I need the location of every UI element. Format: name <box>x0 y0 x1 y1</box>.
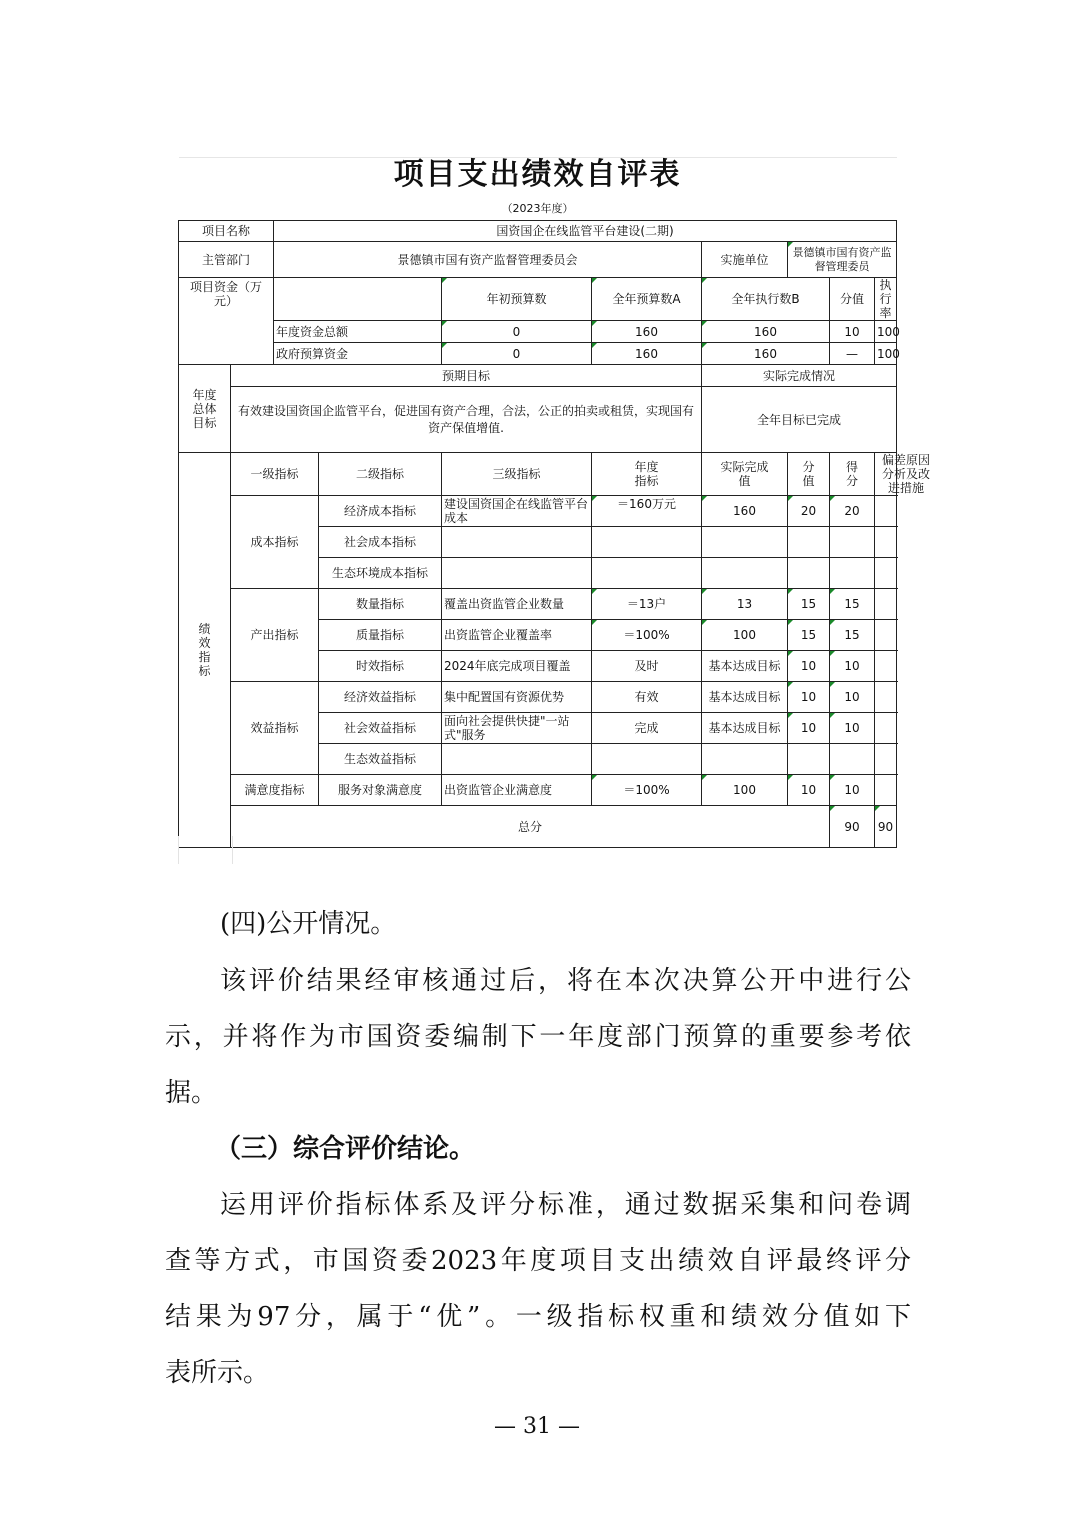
level3-item <box>442 744 592 775</box>
level1-satisfaction: 满意度指标 <box>231 775 319 806</box>
level1-cost: 成本指标 <box>231 496 319 589</box>
funds-header-executed: 全年执行数B <box>702 278 830 321</box>
funds-row-gov-rate: 100 <box>875 343 897 365</box>
level3-item <box>442 527 592 558</box>
ind-header-deviation: 偏差原因分析及改进措施 <box>875 453 897 496</box>
funds-row-total-executed: 160 <box>702 321 830 343</box>
deviation-item <box>875 682 897 713</box>
target-item <box>592 558 702 589</box>
level3-item: 覆盖出资监管企业数量 <box>442 589 592 620</box>
level3-item: 面向社会提供快捷"一站式"服务 <box>442 713 592 744</box>
actual-item: 基本达成目标 <box>702 651 788 682</box>
funds-row-gov-executed: 160 <box>702 343 830 365</box>
level3-item: 集中配置国有资源优势 <box>442 682 592 713</box>
actual-goal-header: 实际完成情况 <box>702 365 897 387</box>
actual-item: 100 <box>702 775 788 806</box>
section-4-line-1: 该评价结果经审核通过后，将在本次决算公开中进行公 <box>220 966 911 996</box>
deviation-item <box>875 775 897 806</box>
score-item: 10 <box>830 775 875 806</box>
value-item <box>788 558 830 589</box>
deviation-item <box>875 496 897 527</box>
funds-row-total-initial: 0 <box>442 321 592 343</box>
target-item <box>592 744 702 775</box>
section-3-line-4: 表所示。 <box>165 1358 270 1388</box>
table-title: 项目支出绩效自评表 <box>179 158 897 198</box>
performance-table-sheet <box>178 157 930 837</box>
ind-header-target: 年度指标 <box>592 453 702 496</box>
actual-item: 基本达成目标 <box>702 682 788 713</box>
funds-row-gov-value: — <box>830 343 875 365</box>
target-item: ＝160万元 <box>592 496 702 527</box>
actual-item: 13 <box>702 589 788 620</box>
level3-item <box>442 558 592 589</box>
page-number: — 31 — <box>494 1414 580 1439</box>
level2-item: 质量指标 <box>319 620 442 651</box>
level3-item: 出资监管企业满意度 <box>442 775 592 806</box>
target-item <box>592 527 702 558</box>
funds-header-blank <box>274 278 442 321</box>
target-item: 有效 <box>592 682 702 713</box>
sheet-gridline <box>178 836 179 864</box>
deviation-item <box>875 713 897 744</box>
value-item <box>788 744 830 775</box>
level2-item: 经济效益指标 <box>319 682 442 713</box>
funds-header-rate: 执行率 <box>875 278 897 321</box>
section-3-heading: （三）综合评价结论。 <box>215 1134 476 1164</box>
ind-header-actual: 实际完成值 <box>702 453 788 496</box>
value-item: 10 <box>788 775 830 806</box>
actual-item <box>702 558 788 589</box>
score-item <box>830 744 875 775</box>
value-item: 10 <box>788 682 830 713</box>
target-item: 及时 <box>592 651 702 682</box>
value-item: 20 <box>788 496 830 527</box>
project-name-label: 项目名称 <box>179 221 274 242</box>
impl-label: 实施单位 <box>702 242 788 278</box>
actual-item: 基本达成目标 <box>702 713 788 744</box>
deviation-item <box>875 651 897 682</box>
section-3-line-2: 查等方式，市国资委2023年度项目支出绩效自评最终评分 <box>165 1246 911 1276</box>
ind-header-level2: 二级指标 <box>319 453 442 496</box>
deviation-item <box>875 589 897 620</box>
target-item: ＝13户 <box>592 589 702 620</box>
score-item <box>830 558 875 589</box>
funds-row-total-rate: 100 <box>875 321 897 343</box>
section-4-line-2: 示，并将作为市国资委编制下一年度部门预算的重要参考依 <box>165 1022 911 1052</box>
project-name-value: 国资国企在线监管平台建设(二期) <box>274 221 897 242</box>
level2-item: 社会效益指标 <box>319 713 442 744</box>
level2-item: 生态效益指标 <box>319 744 442 775</box>
value-item: 15 <box>788 620 830 651</box>
deviation-item <box>875 527 897 558</box>
value-item: 10 <box>788 651 830 682</box>
ind-header-level3: 三级指标 <box>442 453 592 496</box>
level2-item: 服务对象满意度 <box>319 775 442 806</box>
score-item: 10 <box>830 713 875 744</box>
deviation-item <box>875 558 897 589</box>
funds-row-gov-annual: 160 <box>592 343 702 365</box>
actual-goal-text: 全年目标已完成 <box>702 387 897 453</box>
target-item: 完成 <box>592 713 702 744</box>
section-3-line-3: 结果为97分，属于“优”。一级指标权重和绩效分值如下 <box>165 1302 911 1332</box>
level2-item: 时效指标 <box>319 651 442 682</box>
funds-row-total-annual: 160 <box>592 321 702 343</box>
total-value: 90 <box>830 806 875 848</box>
total-score: 90 <box>875 806 897 848</box>
funds-row-gov-label: 政府预算资金 <box>274 343 442 365</box>
score-item: 15 <box>830 620 875 651</box>
dept-label: 主管部门 <box>179 242 274 278</box>
perf-indicator-label: 绩效指标 <box>179 453 231 848</box>
target-item: ＝100% <box>592 620 702 651</box>
total-label: 总分 <box>231 806 830 848</box>
ind-header-score: 得分 <box>830 453 875 496</box>
section-4-heading: (四)公开情况。 <box>220 909 397 939</box>
level3-item: 建设国资国企在线监管平台成本 <box>442 496 592 527</box>
level3-item: 2024年底完成项目覆盖 <box>442 651 592 682</box>
section-3-line-1: 运用评价指标体系及评分标准，通过数据采集和问卷调 <box>220 1190 911 1220</box>
score-item: 20 <box>830 496 875 527</box>
ind-header-level1: 一级指标 <box>231 453 319 496</box>
deviation-item <box>875 744 897 775</box>
impl-unit-value: 景德镇市国有资产监督管理委员 <box>788 242 897 278</box>
value-item <box>788 527 830 558</box>
funds-header-annual: 全年预算数A <box>592 278 702 321</box>
performance-self-eval-table <box>178 157 930 848</box>
ind-header-value: 分值 <box>788 453 830 496</box>
level3-item: 出资监管企业覆盖率 <box>442 620 592 651</box>
funds-row-total-value: 10 <box>830 321 875 343</box>
annual-goal-label: 年度总体目标 <box>179 365 231 453</box>
target-item: ＝100% <box>592 775 702 806</box>
level2-item: 数量指标 <box>319 589 442 620</box>
level1-benefit: 效益指标 <box>231 682 319 775</box>
table-year: （2023年度） <box>179 198 897 221</box>
expected-goal-header: 预期目标 <box>231 365 702 387</box>
actual-item: 160 <box>702 496 788 527</box>
sheet-gridline <box>232 836 233 864</box>
value-item: 10 <box>788 713 830 744</box>
score-item: 10 <box>830 682 875 713</box>
funds-row-total-label: 年度资金总额 <box>274 321 442 343</box>
level2-item: 社会成本指标 <box>319 527 442 558</box>
expected-goal-text: 有效建设国资国企监管平台，促进国有资产合理，合法，公正的拍卖或租赁，实现国有资产保值增值. <box>231 387 702 453</box>
score-item: 10 <box>830 651 875 682</box>
value-item: 15 <box>788 589 830 620</box>
funds-header-initial: 年初预算数 <box>442 278 592 321</box>
level2-item: 经济成本指标 <box>319 496 442 527</box>
actual-item <box>702 527 788 558</box>
actual-item <box>702 744 788 775</box>
funds-header-value: 分值 <box>830 278 875 321</box>
score-item: 15 <box>830 589 875 620</box>
score-item <box>830 527 875 558</box>
section-4-line-3: 据。 <box>165 1078 218 1108</box>
level2-item: 生态环境成本指标 <box>319 558 442 589</box>
dept-value: 景德镇市国有资产监督管理委员会 <box>274 242 702 278</box>
level1-output: 产出指标 <box>231 589 319 682</box>
funds-label: 项目资金（万元） <box>179 278 274 365</box>
actual-item: 100 <box>702 620 788 651</box>
deviation-item <box>875 620 897 651</box>
funds-row-gov-initial: 0 <box>442 343 592 365</box>
